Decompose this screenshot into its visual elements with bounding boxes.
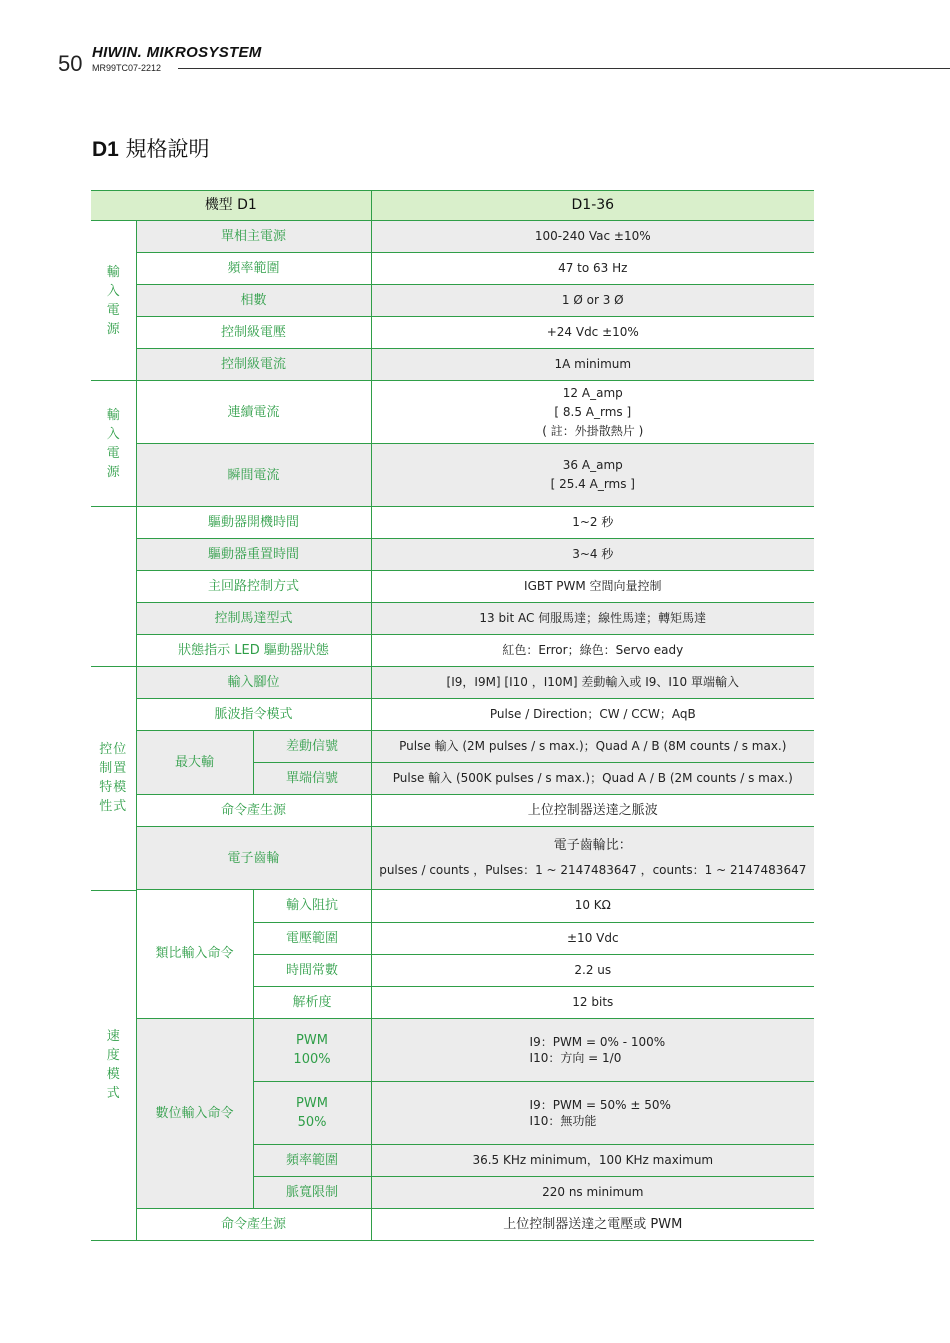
row-value: 1 Ø or 3 Ø <box>371 285 814 317</box>
row-value <box>371 1018 814 1081</box>
row-value: +24 Vdc ±10% <box>371 317 814 349</box>
table-row <box>91 635 814 667</box>
row-label: 單相主電源 <box>136 221 371 253</box>
table-row <box>91 667 814 699</box>
value-line: I9：PWM = 50% ± 50% <box>529 1097 671 1112</box>
row-label: 連續電流 <box>136 381 371 444</box>
row-group-label: 類比輸入命令 <box>136 890 253 1018</box>
row-value: 220 ns minimum <box>371 1176 814 1208</box>
row-value <box>371 827 814 890</box>
row-value: Pulse 輸入 (2M pulses / s max.)；Quad A / B (8M counts / s max.) <box>371 731 814 763</box>
value-line: 12 A_amp <box>562 385 623 400</box>
value-line: I10：無功能 <box>529 1113 597 1128</box>
label-line: 100% <box>293 1051 331 1067</box>
row-value <box>371 1081 814 1144</box>
category-speed-mode: 速 度 模 式 <box>91 890 136 1240</box>
brand-logo: HIWIN. MIKROSYSTEM <box>92 44 262 61</box>
row-value: 紅色：Error；綠色：Servo eady <box>371 635 814 667</box>
row-label: 時間常數 <box>253 954 371 986</box>
row-value: ±10 Vdc <box>371 922 814 954</box>
row-value: IGBT PWM 空間向量控制 <box>371 571 814 603</box>
row-label: 解析度 <box>253 986 371 1018</box>
header-rule <box>178 68 950 69</box>
row-label: 差動信號 <box>253 731 371 763</box>
row-label: 頻率範圍 <box>253 1144 371 1176</box>
row-value: Pulse / Direction；CW / CCW；AqB <box>371 699 814 731</box>
document-code: MR99TC07-2212 <box>92 63 162 73</box>
row-label <box>253 1081 371 1144</box>
page-number: 50 <box>58 51 83 76</box>
table-row <box>91 795 814 827</box>
row-label: 驅動器重置時間 <box>136 539 371 571</box>
row-value: Pulse 輸入 (500K pulses / s max.)；Quad A / B (2M counts / s max.) <box>371 763 814 795</box>
row-value: 10 KΩ <box>371 890 814 922</box>
table-row <box>91 507 814 539</box>
table-row <box>91 221 814 253</box>
row-label: 主回路控制方式 <box>136 571 371 603</box>
table-row <box>91 699 814 731</box>
page-title <box>92 133 210 163</box>
value-line: I9：PWM = 0% - 100% <box>529 1034 666 1049</box>
value-line: [ 8.5 A_rms ] <box>554 404 632 419</box>
row-value: 13 bit AC 伺服馬達；線性馬達；轉矩馬達 <box>371 603 814 635</box>
row-group-label: 最大輸 <box>136 731 253 795</box>
row-value: 36.5 KHz minimum，100 KHz maximum <box>371 1144 814 1176</box>
category-input-power: 輸 入 電 源 <box>91 221 136 381</box>
row-value: [I9，I9M] [I10 ，I10M] 差動輸入或 I9、I10 單端輸入 <box>371 667 814 699</box>
row-label: 驅動器開機時間 <box>136 507 371 539</box>
category-general <box>91 507 136 667</box>
category-input-power-2: 輸 入 電 源 <box>91 381 136 507</box>
table-header-row <box>91 191 814 221</box>
row-label: 單端信號 <box>253 763 371 795</box>
row-label: 瞬間電流 <box>136 444 371 507</box>
row-label: 狀態指示 LED 驅動器狀態 <box>136 635 371 667</box>
table-row <box>91 1208 814 1240</box>
row-label: 輸入腳位 <box>136 667 371 699</box>
header-model-label: 機型 D1 <box>91 191 371 221</box>
table-row <box>91 539 814 571</box>
row-label: 電子齒輪 <box>136 827 371 890</box>
value-line: [ 25.4 A_rms ] <box>550 477 635 491</box>
label-line: PWM <box>296 1032 328 1048</box>
row-label: 控制級電壓 <box>136 317 371 349</box>
table-row <box>91 381 814 444</box>
table-row <box>91 827 814 890</box>
row-value: 1~2 秒 <box>371 507 814 539</box>
row-value: 上位控制器送達之電壓或 PWM <box>371 1208 814 1240</box>
row-value: 3~4 秒 <box>371 539 814 571</box>
table-row <box>91 571 814 603</box>
row-label: 脈波指令模式 <box>136 699 371 731</box>
row-value: 2.2 us <box>371 954 814 986</box>
row-label: 電壓範圍 <box>253 922 371 954</box>
row-value: 12 bits <box>371 986 814 1018</box>
row-label <box>253 1018 371 1081</box>
row-label: 脈寬限制 <box>253 1176 371 1208</box>
value-line: I10：方向 = 1/0 <box>529 1050 622 1065</box>
row-value: 1A minimum <box>371 349 814 381</box>
title-text: 規格說明 <box>125 137 210 161</box>
row-value: 47 to 63 Hz <box>371 253 814 285</box>
table-row <box>91 349 814 381</box>
table-row <box>91 1018 814 1081</box>
row-label: 控制級電流 <box>136 349 371 381</box>
row-label: 輸入阻抗 <box>253 890 371 922</box>
value-line: 36 A_amp <box>562 458 623 472</box>
row-value: 上位控制器送達之脈波 <box>371 795 814 827</box>
table-row <box>91 731 814 763</box>
header-model-value: D1-36 <box>371 191 814 221</box>
label-line: PWM <box>296 1095 328 1111</box>
table-row <box>91 285 814 317</box>
row-value <box>371 381 814 444</box>
row-label: 命令產生源 <box>136 1208 371 1240</box>
table-row <box>91 444 814 507</box>
row-label: 相數 <box>136 285 371 317</box>
row-label: 控制馬達型式 <box>136 603 371 635</box>
row-group-label: 數位輸入命令 <box>136 1018 253 1208</box>
label-line: 50% <box>297 1114 327 1130</box>
value-line: ( 註：外掛散熱片 ) <box>542 423 644 438</box>
row-label: 頻率範圍 <box>136 253 371 285</box>
value-line: 電子齒輪比： <box>553 838 632 853</box>
title-prefix: D1 <box>92 138 119 161</box>
table-row <box>91 317 814 349</box>
row-value <box>371 444 814 507</box>
value-line: pulses / counts ，Pulses：1 ~ 2147483647 ，counts：1 ~ 2147483647 <box>379 863 807 877</box>
row-value: 100-240 Vac ±10% <box>371 221 814 253</box>
table-row <box>91 890 814 922</box>
category-position-control: 控位 制置 特模 性式 <box>91 667 136 891</box>
spec-table <box>91 190 814 1241</box>
row-label: 命令產生源 <box>136 795 371 827</box>
table-row <box>91 603 814 635</box>
table-row <box>91 253 814 285</box>
